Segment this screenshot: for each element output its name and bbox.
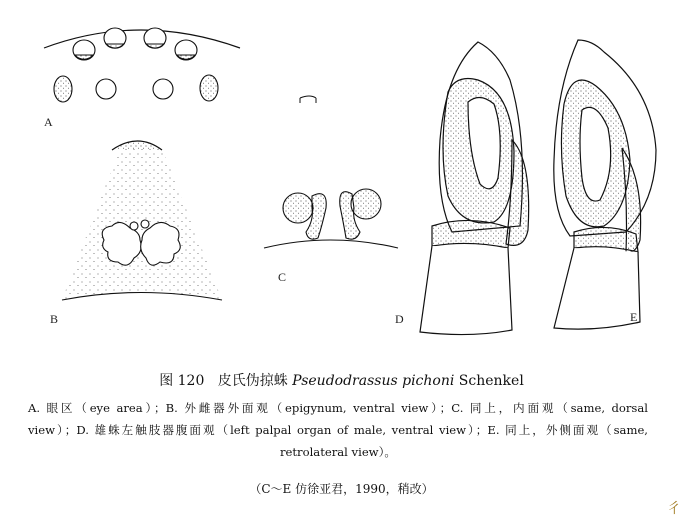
panel-label-a: A xyxy=(44,115,53,129)
caption-line-3: retrolateral view）。 xyxy=(279,445,396,459)
panel-c-epigynum-dorsal xyxy=(264,96,398,248)
corner-mark: 彳 xyxy=(667,501,681,517)
panel-d-palp-ventral xyxy=(420,42,529,335)
spermathecae xyxy=(283,189,381,239)
figure-number: 图 120 xyxy=(159,373,205,389)
caption-line-1: A. 眼区（eye area）；B. 外雌器外面观（epigynum, ventral view）；C. 同上，内面观（same, dorsal xyxy=(28,401,648,415)
panel-a-eye-area xyxy=(44,28,240,102)
panel-label-e: E xyxy=(630,310,638,324)
source-note: （C～E 仿徐亚君，1990，稍改） xyxy=(249,482,434,496)
species-name: Pseudodrassus pichoni xyxy=(292,373,455,389)
figure-title xyxy=(0,370,683,390)
panel-b-epigynum-ventral xyxy=(62,141,222,300)
panel-label-d: D xyxy=(395,312,404,326)
panel-label-b: B xyxy=(50,312,59,326)
chinese-name: 皮氏伪掠蛛 xyxy=(217,373,288,389)
posterior-eye-row xyxy=(54,75,218,102)
panel-e-palp-retrolateral xyxy=(554,40,656,329)
caption-line-2: view）；D. 雄蛛左触肢器腹面观（left palpal organ of male, ventral view）；E. 同上，外侧面观（same, xyxy=(28,423,648,437)
panel-label-c: C xyxy=(278,270,287,284)
species-author: Schenkel xyxy=(458,373,524,389)
